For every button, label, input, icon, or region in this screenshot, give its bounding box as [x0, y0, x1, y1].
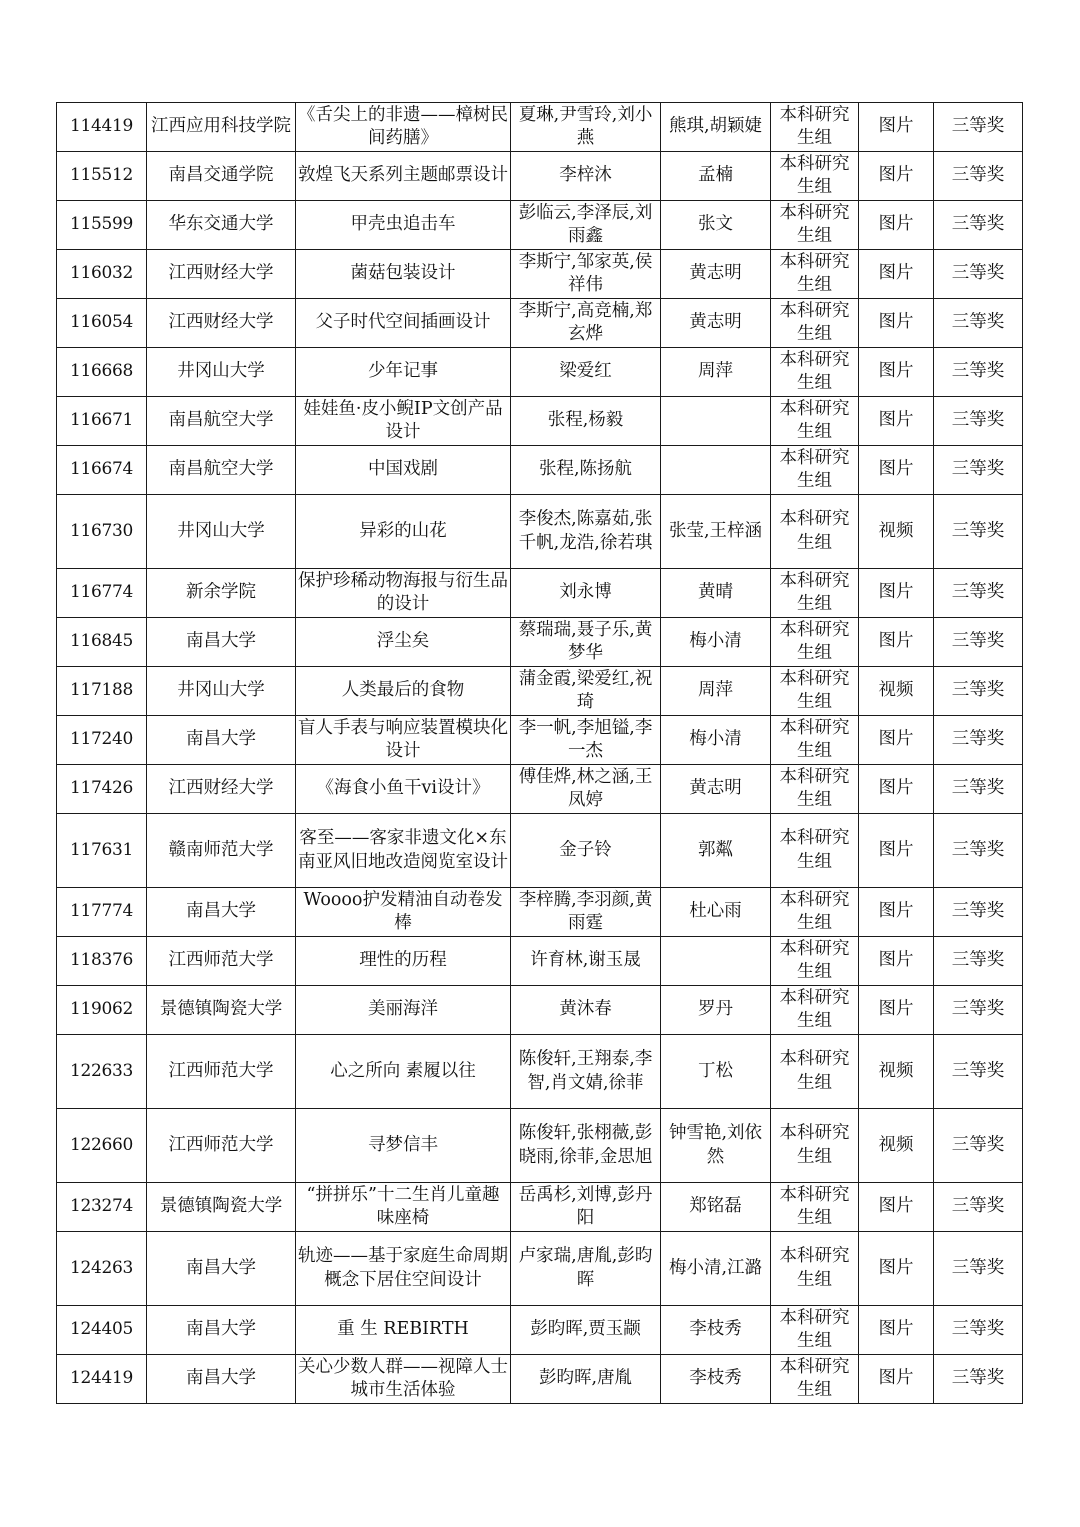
cell-id: 116845	[57, 618, 147, 667]
table-row	[57, 618, 1023, 667]
cell-title: 心之所向 素履以往	[296, 1035, 511, 1109]
cell-award: 三等奖	[934, 495, 1023, 569]
cell-id: 119062	[57, 986, 147, 1035]
cell-award: 三等奖	[934, 618, 1023, 667]
cell-authors: 陈俊轩,张栩薇,彭晓雨,徐菲,金思旭	[511, 1109, 661, 1183]
cell-group: 本科研究生组	[771, 888, 859, 937]
table-row	[57, 765, 1023, 814]
cell-authors: 李一帆,李旭镒,李一杰	[511, 716, 661, 765]
cell-title: 关心少数人群——视障人士城市生活体验	[296, 1355, 511, 1404]
cell-award: 三等奖	[934, 201, 1023, 250]
cell-advisors: 杜心雨	[661, 888, 771, 937]
cell-award: 三等奖	[934, 888, 1023, 937]
cell-authors: 李斯宁,邹家英,侯祥伟	[511, 250, 661, 299]
cell-advisors: 梅小清	[661, 716, 771, 765]
cell-type: 图片	[859, 446, 934, 495]
cell-title: 父子时代空间插画设计	[296, 299, 511, 348]
cell-authors: 卢家瑞,唐胤,彭昀晖	[511, 1232, 661, 1306]
cell-school: 井冈山大学	[147, 495, 296, 569]
cell-group: 本科研究生组	[771, 618, 859, 667]
table-row	[57, 397, 1023, 446]
cell-award: 三等奖	[934, 765, 1023, 814]
cell-school: 江西师范大学	[147, 1109, 296, 1183]
cell-authors: 岳禹杉,刘博,彭丹阳	[511, 1183, 661, 1232]
cell-title: 敦煌飞天系列主题邮票设计	[296, 152, 511, 201]
cell-type: 视频	[859, 1035, 934, 1109]
cell-school: 景德镇陶瓷大学	[147, 1183, 296, 1232]
cell-award: 三等奖	[934, 397, 1023, 446]
cell-school: 南昌大学	[147, 1306, 296, 1355]
cell-group: 本科研究生组	[771, 667, 859, 716]
cell-award: 三等奖	[934, 937, 1023, 986]
cell-authors: 夏琳,尹雪玲,刘小燕	[511, 103, 661, 152]
cell-id: 118376	[57, 937, 147, 986]
cell-id: 122633	[57, 1035, 147, 1109]
cell-school: 南昌航空大学	[147, 446, 296, 495]
cell-award: 三等奖	[934, 1306, 1023, 1355]
cell-title: 菌菇包装设计	[296, 250, 511, 299]
cell-award: 三等奖	[934, 103, 1023, 152]
cell-school: 井冈山大学	[147, 667, 296, 716]
cell-advisors: 钟雪艳,刘依然	[661, 1109, 771, 1183]
cell-school: 南昌大学	[147, 618, 296, 667]
cell-authors: 彭临云,李泽辰,刘雨鑫	[511, 201, 661, 250]
cell-id: 116730	[57, 495, 147, 569]
cell-group: 本科研究生组	[771, 299, 859, 348]
table-row	[57, 937, 1023, 986]
cell-school: 南昌大学	[147, 716, 296, 765]
table-body	[57, 103, 1023, 1404]
table-row	[57, 446, 1023, 495]
cell-group: 本科研究生组	[771, 1232, 859, 1306]
cell-award: 三等奖	[934, 569, 1023, 618]
cell-id: 124405	[57, 1306, 147, 1355]
cell-school: 江西应用科技学院	[147, 103, 296, 152]
cell-id: 116054	[57, 299, 147, 348]
cell-school: 江西财经大学	[147, 765, 296, 814]
cell-group: 本科研究生组	[771, 716, 859, 765]
cell-type: 图片	[859, 618, 934, 667]
cell-group: 本科研究生组	[771, 937, 859, 986]
cell-award: 三等奖	[934, 1183, 1023, 1232]
table-row	[57, 495, 1023, 569]
cell-authors: 彭昀晖,贾玉颛	[511, 1306, 661, 1355]
cell-advisors: 丁松	[661, 1035, 771, 1109]
cell-type: 图片	[859, 814, 934, 888]
cell-authors: 彭昀晖,唐胤	[511, 1355, 661, 1404]
cell-award: 三等奖	[934, 986, 1023, 1035]
table-row	[57, 667, 1023, 716]
cell-type: 图片	[859, 937, 934, 986]
cell-id: 123274	[57, 1183, 147, 1232]
cell-advisors: 熊琪,胡颖婕	[661, 103, 771, 152]
cell-id: 122660	[57, 1109, 147, 1183]
cell-authors: 李斯宁,高竞楠,郑玄烨	[511, 299, 661, 348]
cell-school: 南昌航空大学	[147, 397, 296, 446]
cell-group: 本科研究生组	[771, 1183, 859, 1232]
cell-advisors: 周萍	[661, 348, 771, 397]
cell-group: 本科研究生组	[771, 765, 859, 814]
cell-award: 三等奖	[934, 250, 1023, 299]
cell-award: 三等奖	[934, 1232, 1023, 1306]
cell-authors: 李俊杰,陈嘉茹,张千帆,龙浩,徐若琪	[511, 495, 661, 569]
cell-type: 视频	[859, 1109, 934, 1183]
cell-school: 南昌大学	[147, 1355, 296, 1404]
table-row	[57, 814, 1023, 888]
table-row	[57, 888, 1023, 937]
cell-title: 保护珍稀动物海报与衍生品的设计	[296, 569, 511, 618]
cell-advisors: 李枝秀	[661, 1306, 771, 1355]
cell-title: Woooo护发精油自动卷发棒	[296, 888, 511, 937]
cell-id: 124419	[57, 1355, 147, 1404]
cell-title: 少年记事	[296, 348, 511, 397]
cell-type: 图片	[859, 348, 934, 397]
cell-authors: 陈俊轩,王翔泰,李智,肖文婧,徐菲	[511, 1035, 661, 1109]
cell-group: 本科研究生组	[771, 152, 859, 201]
table-row	[57, 299, 1023, 348]
cell-id: 117631	[57, 814, 147, 888]
cell-title: 盲人手表与响应装置模块化设计	[296, 716, 511, 765]
cell-advisors: 张文	[661, 201, 771, 250]
table-row	[57, 1355, 1023, 1404]
cell-school: 南昌大学	[147, 888, 296, 937]
cell-title: 人类最后的食物	[296, 667, 511, 716]
cell-group: 本科研究生组	[771, 1035, 859, 1109]
cell-group: 本科研究生组	[771, 201, 859, 250]
cell-id: 116674	[57, 446, 147, 495]
cell-title: 轨迹——基于家庭生命周期概念下居住空间设计	[296, 1232, 511, 1306]
cell-award: 三等奖	[934, 348, 1023, 397]
cell-authors: 李梓沐	[511, 152, 661, 201]
cell-id: 117774	[57, 888, 147, 937]
cell-id: 116671	[57, 397, 147, 446]
cell-title: 理性的历程	[296, 937, 511, 986]
cell-authors: 梁爱红	[511, 348, 661, 397]
cell-award: 三等奖	[934, 446, 1023, 495]
cell-id: 115599	[57, 201, 147, 250]
cell-school: 井冈山大学	[147, 348, 296, 397]
cell-type: 图片	[859, 152, 934, 201]
cell-school: 赣南师范大学	[147, 814, 296, 888]
cell-award: 三等奖	[934, 667, 1023, 716]
cell-type: 图片	[859, 888, 934, 937]
cell-id: 116032	[57, 250, 147, 299]
cell-id: 116668	[57, 348, 147, 397]
cell-group: 本科研究生组	[771, 814, 859, 888]
cell-advisors	[661, 397, 771, 446]
cell-group: 本科研究生组	[771, 986, 859, 1035]
cell-group: 本科研究生组	[771, 250, 859, 299]
cell-group: 本科研究生组	[771, 103, 859, 152]
awards-table	[56, 102, 1023, 1404]
cell-title: 重 生 REBIRTH	[296, 1306, 511, 1355]
cell-title: 中国戏剧	[296, 446, 511, 495]
cell-type: 图片	[859, 1355, 934, 1404]
table-row	[57, 569, 1023, 618]
cell-advisors: 黄晴	[661, 569, 771, 618]
cell-advisors	[661, 446, 771, 495]
cell-id: 115512	[57, 152, 147, 201]
cell-award: 三等奖	[934, 152, 1023, 201]
cell-type: 图片	[859, 1183, 934, 1232]
cell-authors: 金子铃	[511, 814, 661, 888]
cell-school: 华东交通大学	[147, 201, 296, 250]
cell-award: 三等奖	[934, 716, 1023, 765]
cell-id: 116774	[57, 569, 147, 618]
table-row	[57, 152, 1023, 201]
cell-type: 图片	[859, 397, 934, 446]
cell-authors: 蒲金霞,梁爱红,祝琦	[511, 667, 661, 716]
cell-type: 图片	[859, 250, 934, 299]
cell-advisors: 李枝秀	[661, 1355, 771, 1404]
cell-group: 本科研究生组	[771, 1306, 859, 1355]
cell-award: 三等奖	[934, 1109, 1023, 1183]
cell-type: 图片	[859, 201, 934, 250]
cell-advisors: 郑铭磊	[661, 1183, 771, 1232]
cell-authors: 张程,杨毅	[511, 397, 661, 446]
cell-authors: 张程,陈扬航	[511, 446, 661, 495]
cell-school: 南昌大学	[147, 1232, 296, 1306]
table-row	[57, 986, 1023, 1035]
cell-advisors: 梅小清,江潞	[661, 1232, 771, 1306]
cell-award: 三等奖	[934, 299, 1023, 348]
cell-group: 本科研究生组	[771, 1109, 859, 1183]
cell-type: 图片	[859, 1232, 934, 1306]
cell-authors: 黄沐春	[511, 986, 661, 1035]
cell-group: 本科研究生组	[771, 397, 859, 446]
cell-group: 本科研究生组	[771, 1355, 859, 1404]
cell-type: 图片	[859, 569, 934, 618]
cell-advisors: 黄志明	[661, 250, 771, 299]
table-row	[57, 1306, 1023, 1355]
cell-school: 江西师范大学	[147, 1035, 296, 1109]
cell-type: 图片	[859, 103, 934, 152]
cell-school: 江西财经大学	[147, 299, 296, 348]
cell-title: 甲壳虫追击车	[296, 201, 511, 250]
cell-advisors: 孟楠	[661, 152, 771, 201]
cell-type: 视频	[859, 495, 934, 569]
cell-id: 124263	[57, 1232, 147, 1306]
cell-school: 南昌交通学院	[147, 152, 296, 201]
cell-school: 江西师范大学	[147, 937, 296, 986]
cell-type: 图片	[859, 299, 934, 348]
table-row	[57, 1183, 1023, 1232]
table-row	[57, 1232, 1023, 1306]
cell-type: 图片	[859, 986, 934, 1035]
cell-advisors	[661, 937, 771, 986]
cell-group: 本科研究生组	[771, 495, 859, 569]
cell-advisors: 罗丹	[661, 986, 771, 1035]
cell-group: 本科研究生组	[771, 569, 859, 618]
cell-id: 117426	[57, 765, 147, 814]
cell-id: 117240	[57, 716, 147, 765]
cell-advisors: 郭粼	[661, 814, 771, 888]
cell-authors: 李梓腾,李羽颜,黄雨霆	[511, 888, 661, 937]
cell-school: 江西财经大学	[147, 250, 296, 299]
cell-advisors: 周萍	[661, 667, 771, 716]
table-row	[57, 1035, 1023, 1109]
cell-authors: 傅佳烨,林之涵,王凤婷	[511, 765, 661, 814]
table-row	[57, 716, 1023, 765]
cell-advisors: 张莹,王梓涵	[661, 495, 771, 569]
cell-id: 117188	[57, 667, 147, 716]
cell-group: 本科研究生组	[771, 446, 859, 495]
cell-award: 三等奖	[934, 814, 1023, 888]
cell-authors: 刘永博	[511, 569, 661, 618]
cell-title: 异彩的山花	[296, 495, 511, 569]
cell-school: 新余学院	[147, 569, 296, 618]
cell-title: 浮尘矣	[296, 618, 511, 667]
cell-title: “拼拼乐”十二生肖儿童趣味座椅	[296, 1183, 511, 1232]
cell-type: 图片	[859, 716, 934, 765]
table-row	[57, 250, 1023, 299]
cell-id: 114419	[57, 103, 147, 152]
cell-advisors: 黄志明	[661, 299, 771, 348]
cell-authors: 许育林,谢玉晟	[511, 937, 661, 986]
cell-group: 本科研究生组	[771, 348, 859, 397]
table-row	[57, 348, 1023, 397]
cell-advisors: 黄志明	[661, 765, 771, 814]
table-row	[57, 201, 1023, 250]
cell-type: 图片	[859, 1306, 934, 1355]
cell-title: 娃娃鱼·皮小鲵IP文创产品设计	[296, 397, 511, 446]
cell-title: 寻梦信丰	[296, 1109, 511, 1183]
cell-title: 美丽海洋	[296, 986, 511, 1035]
cell-advisors: 梅小清	[661, 618, 771, 667]
cell-title: 《海食小鱼干vi设计》	[296, 765, 511, 814]
cell-type: 视频	[859, 667, 934, 716]
cell-school: 景德镇陶瓷大学	[147, 986, 296, 1035]
cell-title: 客至——客家非遗文化×东南亚风旧地改造阅览室设计	[296, 814, 511, 888]
table-row	[57, 1109, 1023, 1183]
cell-authors: 蔡瑞瑞,聂子乐,黄梦华	[511, 618, 661, 667]
cell-title: 《舌尖上的非遗——樟树民间药膳》	[296, 103, 511, 152]
cell-award: 三等奖	[934, 1355, 1023, 1404]
cell-award: 三等奖	[934, 1035, 1023, 1109]
table-row	[57, 103, 1023, 152]
cell-type: 图片	[859, 765, 934, 814]
